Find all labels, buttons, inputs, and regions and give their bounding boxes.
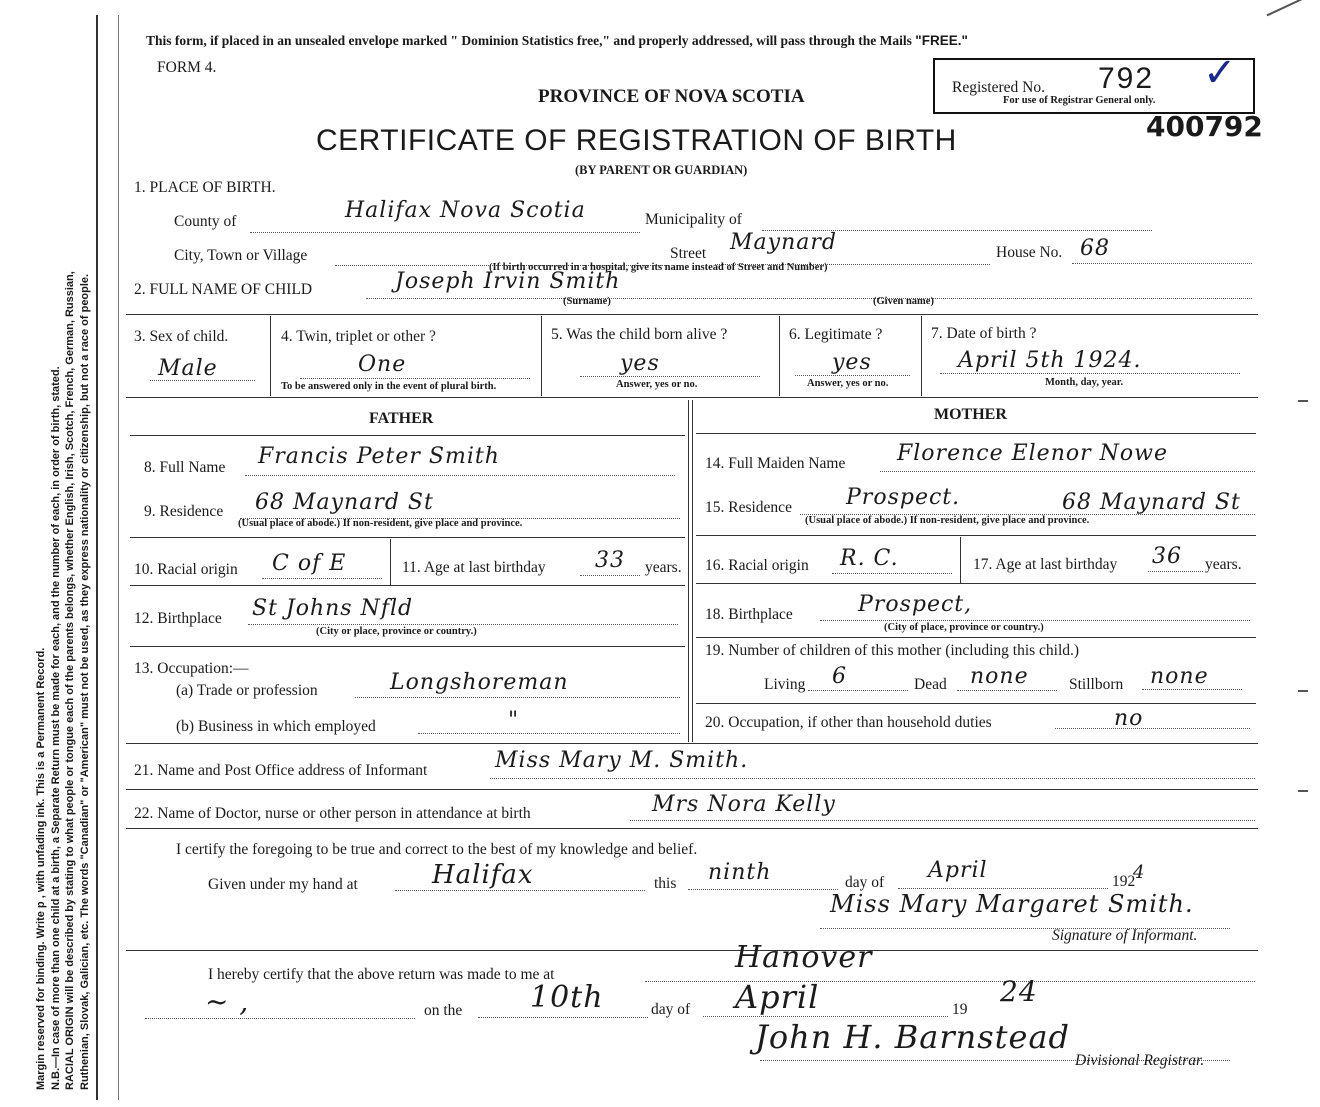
registrar-month-value: April [735, 978, 820, 1016]
date-of-birth-label: 7. Date of birth ? [931, 325, 1037, 342]
mother-age-value: 36 [1152, 544, 1182, 569]
city-label: City, Town or Village [174, 247, 308, 264]
mother-racial-label: 16. Racial origin [705, 557, 809, 574]
father-occupation-label: 13. Occupation:— [134, 660, 249, 677]
corner-mark [1266, 0, 1303, 16]
father-name-value: Francis Peter Smith [258, 444, 500, 469]
mail-notice [146, 33, 968, 49]
father-heading: FATHER [369, 410, 434, 427]
father-birthplace-label: 12. Birthplace [134, 610, 222, 627]
registrar-signature: John H. Barnstead [755, 1018, 1071, 1056]
mother-birthplace-label: 18. Birthplace [705, 606, 793, 623]
surname-note: (Surname) [563, 296, 611, 307]
street-value: Maynard [730, 230, 837, 255]
mother-occupation-label: 20. Occupation, if other than household duties [705, 714, 992, 731]
house-value: 68 [1080, 236, 1110, 261]
registrar-note: For use of Registrar General only. [1003, 95, 1156, 106]
stillborn-label: Stillborn [1069, 676, 1124, 693]
registrar-day-of-label: day of [651, 1001, 691, 1018]
legitimate-note: Answer, yes or no. [807, 378, 889, 389]
sex-value: Male [158, 356, 218, 381]
child-name-label: 2. FULL NAME OF CHILD [134, 281, 313, 298]
informant-label: 21. Name and Post Office address of Informant [134, 762, 428, 779]
margin-border [96, 15, 98, 1100]
province-heading: PROVINCE OF NOVA SCOTIA [538, 86, 805, 107]
mother-name-value: Florence Elenor Nowe [897, 441, 1168, 466]
twin-value: One [358, 352, 407, 377]
twin-label: 4. Twin, triplet or other ? [281, 328, 436, 345]
edge-mark [1298, 690, 1308, 692]
edge-mark [1298, 400, 1308, 402]
margin-instructions [34, 10, 92, 1090]
doctor-value: Mrs Nora Kelly [652, 792, 836, 817]
county-label: County of [174, 213, 237, 230]
on-the-label: on the [424, 1002, 463, 1019]
mother-residence-note: (Usual place of abode.) If non-resident, give place and province. [805, 515, 1090, 526]
father-racial-label: 10. Racial origin [134, 561, 238, 578]
father-age-value: 33 [595, 548, 625, 573]
registrar-year-handwritten: 24 [1000, 975, 1038, 1008]
municipality-label: Municipality of [645, 211, 742, 228]
father-age-unit: years. [645, 559, 682, 576]
business-value: " [508, 708, 520, 733]
dead-value: none [970, 664, 1029, 689]
mother-racial-value: R. C. [840, 546, 899, 571]
twin-note: To be answered only in the event of plural birth. [281, 381, 497, 392]
dead-label: Dead [914, 676, 947, 693]
registrar-certify-text: I hereby certify that the above return was made to me at [208, 966, 555, 983]
year-printed: 192 [1112, 873, 1136, 890]
born-alive-label: 5. Was the child born alive ? [551, 326, 728, 343]
living-label: Living [764, 676, 806, 693]
certificate-title: CERTIFICATE OF REGISTRATION OF BIRTH [316, 124, 957, 157]
edge-mark [1298, 790, 1308, 792]
hospital-note: (If birth occurred in a hospital, give its name instead of Street and Number) [489, 262, 828, 273]
mail-notice-text: This form, if placed in an unsealed envelope marked " Dominion Statistics free," and properly addressed, will pass through the Mails [146, 33, 912, 48]
informant-signature: Miss Mary Margaret Smith. [830, 890, 1194, 918]
father-residence-value: 68 Maynard St [255, 490, 434, 515]
mother-age-label: 17. Age at last birthday [973, 556, 1118, 573]
street-label: Street [670, 245, 707, 262]
day-of-label: day of [845, 874, 885, 891]
father-birthplace-value: St Johns Nfld [252, 596, 414, 621]
stillborn-value: none [1150, 664, 1209, 689]
father-name-label: 8. Full Name [144, 459, 226, 476]
registrar-place-value: Hanover [735, 940, 873, 975]
legitimate-value: yes [832, 350, 872, 375]
legitimate-label: 6. Legitimate ? [789, 326, 883, 343]
mother-birthplace-note: (City of place, province or country.) [884, 622, 1044, 633]
informant-value: Miss Mary M. Smith. [495, 748, 749, 773]
margin-line-2: N.B.—In case of more than one child at a birth, a Separate Return must be made for each, and the number of each, in order of birth, stated. [49, 366, 62, 1090]
year-handwritten: 4 [1133, 862, 1146, 883]
mother-residence-label: 15. Residence [705, 499, 792, 516]
father-residence-label: 9. Residence [144, 503, 224, 520]
registrar-mark: ~ , [205, 985, 250, 1018]
given-name-note: (Given name) [873, 296, 934, 307]
margin-border-inner [118, 15, 119, 1100]
born-alive-value: yes [620, 351, 660, 376]
mother-residence-value: Prospect. [846, 485, 961, 510]
registrar-year-printed: 19 [952, 1001, 968, 1018]
signature-label: Signature of Informant. [1052, 927, 1198, 944]
father-age-label: 11. Age at last birthday [402, 559, 546, 576]
mother-age-unit: years. [1205, 556, 1242, 573]
date-of-birth-note: Month, day, year. [1045, 377, 1124, 388]
county-value: Halifax Nova Scotia [345, 198, 586, 223]
father-residence-note: (Usual place of abode.) If non-resident, give place and province. [238, 518, 523, 529]
mother-residence-value-2: 68 Maynard St [1062, 490, 1241, 515]
mother-name-label: 14. Full Maiden Name [705, 455, 846, 472]
given-place-value: Halifax [432, 860, 534, 890]
father-racial-value: C of E [272, 551, 347, 576]
business-label: (b) Business in which employed [176, 718, 376, 735]
check-icon: ✓ [1203, 50, 1237, 96]
registration-number-handwritten: 400792 [1146, 110, 1263, 143]
house-label: House No. [996, 244, 1063, 261]
day-value: ninth [708, 860, 772, 885]
born-alive-note: Answer, yes or no. [616, 379, 698, 390]
child-name-value: Joseph Irvin Smith [395, 269, 621, 294]
father-birthplace-note: (City or place, province or country.) [316, 626, 477, 637]
mother-occupation-value: no [1114, 706, 1144, 731]
margin-line-1: Margin reserved for binding. Write p , with unfading ink. This is a Permanent Record. [35, 647, 47, 1090]
trade-value: Longshoreman [390, 670, 569, 695]
given-label: Given under my hand at [208, 876, 358, 893]
sex-label: 3. Sex of child. [134, 328, 229, 345]
registered-number: 792 [1098, 62, 1155, 95]
month-value: April [928, 858, 988, 883]
registrar-signature-label: Divisional Registrar. [1075, 1052, 1205, 1069]
mother-birthplace-value: Prospect, [858, 592, 973, 617]
margin-line-4: Ruthenian, Slovak, Galician, etc. The words "Canadian" or "American" must not be used, as they express nationality or citizenship, but not a race of people. [78, 273, 91, 1090]
this-label: this [654, 875, 677, 892]
trade-label: (a) Trade or profession [176, 682, 318, 699]
certificate-subtitle: (BY PARENT OR GUARDIAN) [575, 163, 748, 177]
place-of-birth-heading: 1. PLACE OF BIRTH. [134, 179, 276, 196]
doctor-label: 22. Name of Doctor, nurse or other person in attendance at birth [134, 805, 531, 822]
mother-heading: MOTHER [934, 406, 1007, 423]
living-value: 6 [832, 664, 847, 689]
registered-label: Registered No. [952, 79, 1045, 96]
margin-line-3: RACIAL ORIGIN will be described by stating to what people or tongue each of the parents belongs, whether English, Irish, Scotch, French, German, Russian, [64, 271, 76, 1090]
form-number: FORM 4. [157, 59, 217, 76]
date-of-birth-value: April 5th 1924. [958, 348, 1142, 373]
registrar-day-value: 10th [530, 980, 604, 1015]
mail-free: "FREE." [915, 33, 968, 48]
informant-certify-text: I certify the foregoing to be true and correct to the best of my knowledge and belief. [176, 841, 698, 858]
mother-children-label: 19. Number of children of this mother (including this child.) [705, 642, 1080, 659]
